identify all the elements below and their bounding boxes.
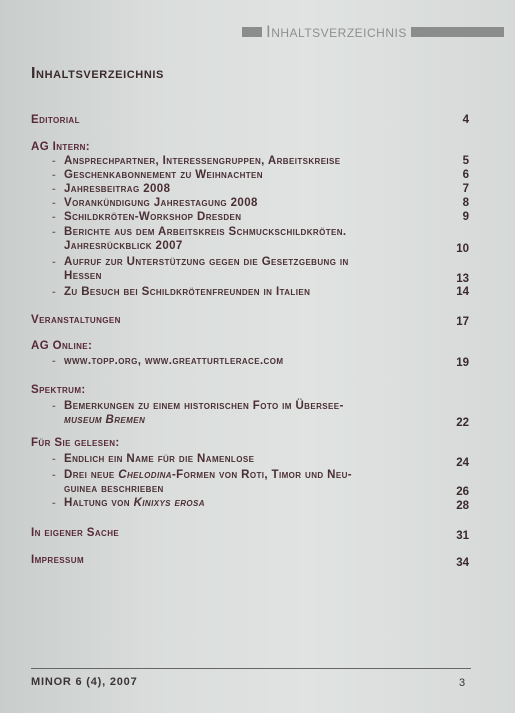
toc-entry-label: Geschenkabonnement zu Weihnachten bbox=[64, 169, 263, 181]
toc-entry-page: 14 bbox=[456, 286, 469, 298]
list-dash: - bbox=[52, 400, 56, 412]
toc-entry-label: Zu Besuch bei Schildkrötenfreunden in Italien bbox=[64, 286, 311, 298]
toc-entry-label: Jahresbeitrag 2008 bbox=[64, 183, 171, 195]
toc-entry-label: In eigener Sache bbox=[31, 527, 120, 539]
toc-entry-label: Impressum bbox=[31, 554, 85, 566]
toc-heading-label: AG Online: bbox=[31, 340, 93, 352]
list-dash: - bbox=[52, 469, 56, 481]
footer-page-number: 3 bbox=[459, 677, 466, 689]
footer-divider bbox=[31, 668, 471, 669]
toc-entry-page: 10 bbox=[456, 243, 469, 255]
list-dash: - bbox=[52, 211, 56, 223]
toc-entry-label: Endlich ein Name für die Namenlose bbox=[64, 453, 255, 465]
toc-entry-page: 9 bbox=[462, 211, 469, 223]
footer-journal-citation: MINOR 6 (4), 2007 bbox=[31, 676, 138, 688]
list-dash: - bbox=[52, 497, 56, 509]
toc-entry-page: 17 bbox=[456, 316, 469, 328]
list-dash: - bbox=[52, 226, 56, 238]
toc-heading-label: Spektrum: bbox=[31, 384, 86, 396]
toc-entry-page: 5 bbox=[462, 155, 469, 167]
toc-heading-label: AG Intern: bbox=[31, 141, 91, 153]
list-dash: - bbox=[52, 183, 56, 195]
list-dash: - bbox=[52, 197, 56, 209]
toc-entry-page: 4 bbox=[462, 114, 469, 126]
page-title: Inhaltsverzeichnis bbox=[31, 65, 164, 82]
toc-entry-page: 24 bbox=[456, 457, 469, 469]
toc-entry-page: 28 bbox=[456, 500, 469, 512]
toc-entry-label: Aufruf zur Unterstützung gegen die Gesetzgebung in bbox=[64, 256, 349, 268]
toc-heading-label: Für Sie gelesen: bbox=[31, 437, 120, 449]
toc-entry-label: Ansprechpartner, Interessengruppen, Arbeitskreise bbox=[64, 155, 341, 167]
toc-entry-label: Vorankündigung Jahrestagung 2008 bbox=[64, 197, 258, 209]
toc-entry-label: Schildkröten-Workshop Dresden bbox=[64, 211, 242, 223]
toc-entry-label-cont: Jahresrückblick 2007 bbox=[64, 240, 183, 252]
toc-entry-page: 6 bbox=[462, 169, 469, 181]
label-suffix: -Formen von Roti, Timor und Neu- bbox=[171, 469, 353, 481]
label-prefix: Haltung von bbox=[64, 497, 134, 509]
toc-entry-label: Bemerkungen zu einem historischen Foto im Übersee- bbox=[64, 400, 344, 412]
list-dash: - bbox=[52, 256, 56, 268]
toc-entry-label: www.topp.org, www.greatturtlerace.com bbox=[64, 355, 284, 367]
toc-entry-page: 31 bbox=[456, 530, 469, 542]
toc-entry-label-cont: museum Bremen bbox=[64, 414, 146, 426]
toc-entry-label bbox=[64, 469, 352, 481]
toc-entry-label: Veranstaltungen bbox=[31, 314, 121, 326]
label-prefix: Drei neue bbox=[64, 469, 119, 481]
toc-entry-page: 8 bbox=[462, 197, 469, 209]
toc-entry-page: 13 bbox=[456, 273, 469, 285]
toc-entry-label-cont: guinea beschrieben bbox=[64, 483, 164, 495]
banner-title: Inhaltsverzeichnis bbox=[266, 22, 407, 41]
list-dash: - bbox=[52, 286, 56, 298]
list-dash: - bbox=[52, 355, 56, 367]
genus-name: Chelodina bbox=[118, 469, 172, 481]
list-dash: - bbox=[52, 453, 56, 465]
toc-entry-page: 26 bbox=[456, 486, 469, 498]
species-name: Kinixys erosa bbox=[133, 497, 205, 509]
list-dash: - bbox=[52, 155, 56, 167]
toc-entry-page: 22 bbox=[456, 417, 469, 429]
toc-entry-page: 19 bbox=[456, 357, 469, 369]
toc-entry-label bbox=[64, 497, 205, 509]
toc-entry-page: 34 bbox=[456, 557, 469, 569]
toc-entry-label: Berichte aus dem Arbeitskreis Schmuckschildkröten. bbox=[64, 226, 347, 238]
toc-entry-label: Editorial bbox=[31, 114, 80, 126]
list-dash: - bbox=[52, 169, 56, 181]
toc-entry-page: 7 bbox=[462, 183, 469, 195]
toc-entry-label-cont: Hessen bbox=[64, 270, 102, 282]
